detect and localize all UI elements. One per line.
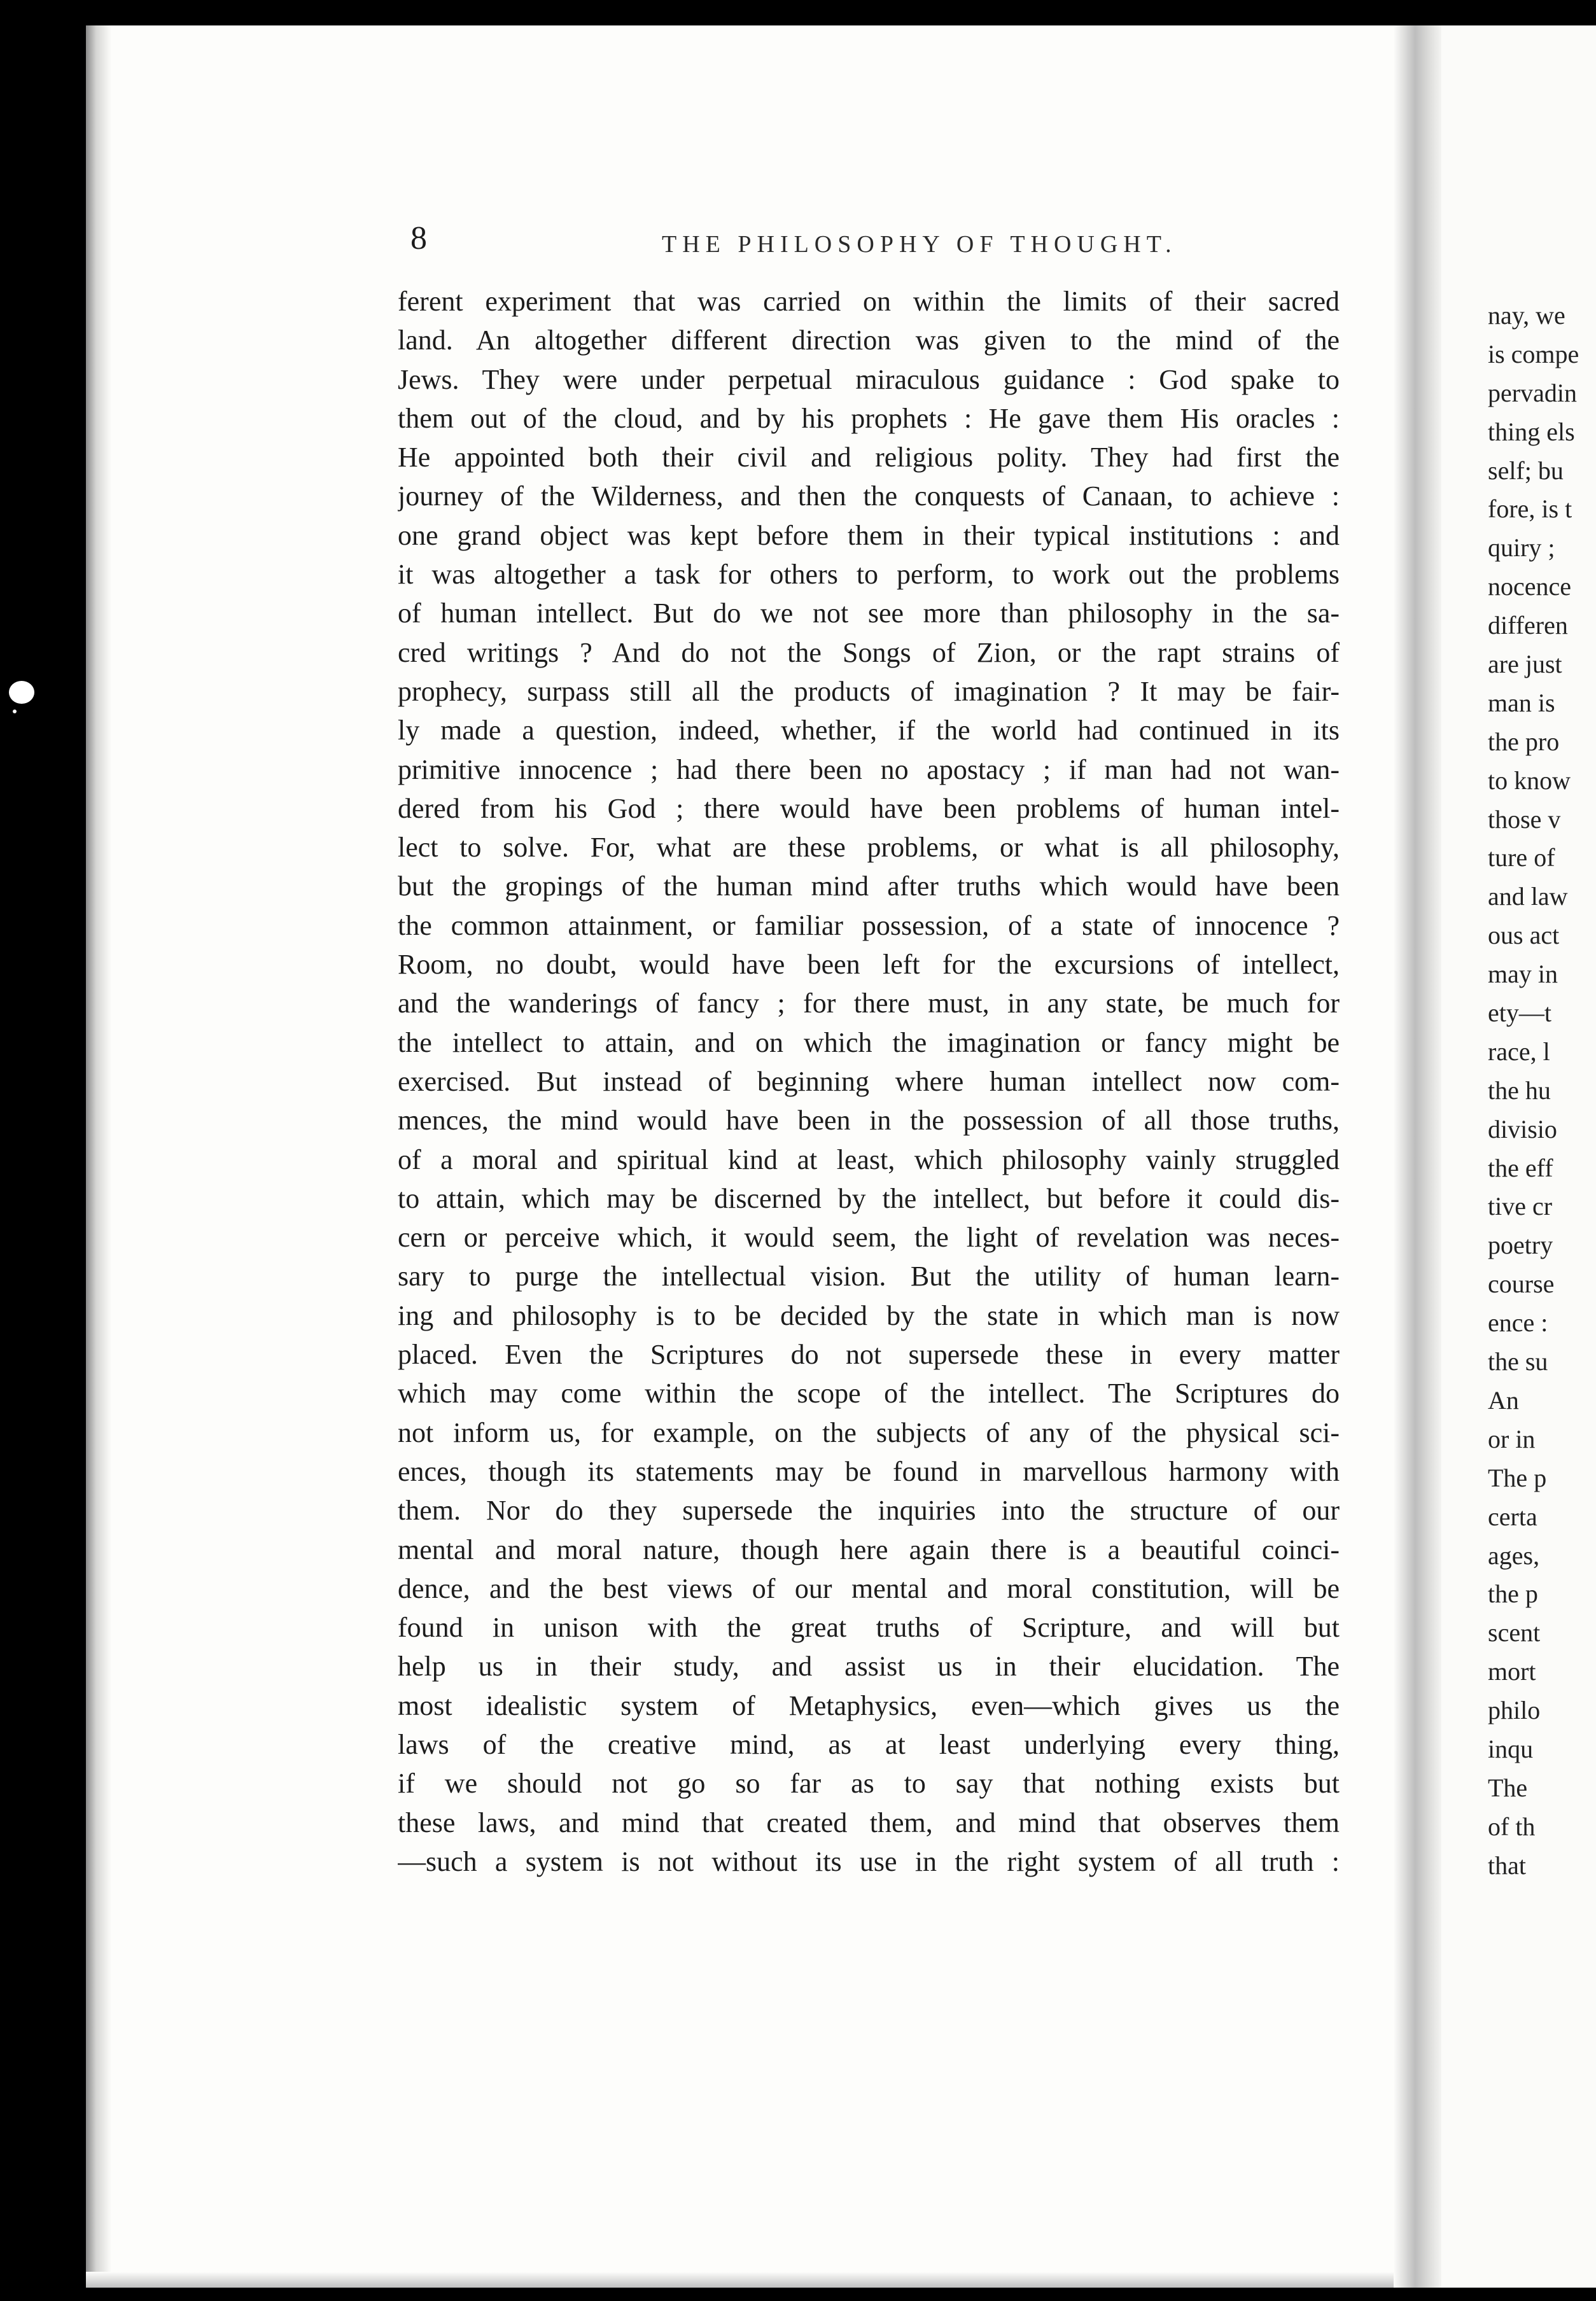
fragment-line: thing els — [1488, 417, 1575, 446]
fragment-line: are just — [1488, 650, 1562, 679]
body-text — [398, 282, 1340, 1881]
text-line: found in unison with the great truths of Scripture, and will but — [398, 1612, 1340, 1644]
fragment-line: and law — [1488, 882, 1568, 911]
page-edge-shadow — [86, 25, 111, 2288]
fragment-line: differen — [1488, 611, 1568, 640]
fragment-line: man is — [1488, 688, 1555, 717]
fragment-line: that — [1488, 1850, 1526, 1880]
fragment-line: inqu — [1488, 1734, 1534, 1763]
text-line: exercised. But instead of beginning where human intellect now com- — [398, 1065, 1340, 1097]
book-gutter — [1394, 25, 1441, 2288]
fragment-line: The — [1488, 1773, 1528, 1802]
text-line: Room, no doubt, would have been left for the excursions of intellect, — [398, 949, 1340, 981]
text-line: which may come within the scope of the intellect. The Scriptures do — [398, 1378, 1340, 1409]
text-line: Jews. They were under perpetual miraculous guidance : God spake to — [398, 363, 1340, 395]
fragment-line: race, l — [1488, 1037, 1550, 1066]
text-line: them out of the cloud, and by his prophets : He gave them His oracles : — [398, 402, 1340, 434]
text-line: prophecy, surpass still all the products of imagination ? It may be fair- — [398, 675, 1340, 707]
fragment-line: divisio — [1488, 1114, 1557, 1144]
fragment-line: or in — [1488, 1424, 1536, 1453]
text-line: mental and moral nature, though here again there is a beautiful coinci- — [398, 1534, 1340, 1565]
text-line: journey of the Wilderness, and then the conquests of Canaan, to achieve : — [398, 480, 1340, 512]
fragment-line: mort — [1488, 1657, 1536, 1686]
fragment-line: certa — [1488, 1502, 1537, 1531]
fragment-line: the p — [1488, 1579, 1538, 1609]
fragment-line: quiry ; — [1488, 533, 1555, 563]
fragment-line: The p — [1488, 1463, 1547, 1492]
fragment-line: of th — [1488, 1812, 1536, 1841]
text-line: the intellect to attain, and on which the imagination or fancy might be — [398, 1026, 1340, 1058]
fragment-line: nay, we — [1488, 301, 1565, 330]
fragment-line: ence : — [1488, 1308, 1548, 1338]
fragment-line: the eff — [1488, 1153, 1553, 1182]
text-line: them. Nor do they supersede the inquiries into the structure of our — [398, 1495, 1340, 1527]
text-line: ences, though its statements may be found in marvellous harmony with — [398, 1455, 1340, 1487]
text-line: one grand object was kept before them in their typical institutions : and — [398, 519, 1340, 551]
fragment-line: the su — [1488, 1347, 1548, 1376]
fragment-line: those v — [1488, 804, 1561, 834]
fragment-line: ture of — [1488, 843, 1555, 872]
fragment-line: pervadin — [1488, 378, 1577, 407]
text-line: most idealistic system of Metaphysics, even—which gives us the — [398, 1689, 1340, 1721]
text-line: to attain, which may be discerned by the intellect, but before it could dis- — [398, 1182, 1340, 1214]
text-line: sary to purge the intellectual vision. But the utility of human learn- — [398, 1261, 1340, 1292]
facing-page-text-fragments — [1488, 297, 1596, 1885]
fragment-line: the pro — [1488, 727, 1560, 756]
page-number: 8 — [410, 220, 427, 256]
text-line: ing and philosophy is to be decided by the state in which man is now — [398, 1299, 1340, 1331]
text-line: help us in their study, and assist us in their elucidation. The — [398, 1651, 1340, 1682]
text-line: ferent experiment that was carried on within the limits of their sacred — [398, 286, 1340, 317]
fragment-line: is compe — [1488, 339, 1579, 368]
text-line: land. An altogether different direction was given to the mind of the — [398, 325, 1340, 356]
fragment-line: scent — [1488, 1618, 1541, 1647]
text-line: dered from his God ; there would have been problems of human intel- — [398, 792, 1340, 824]
running-head: THE PHILOSOPHY OF THOUGHT. — [662, 231, 1177, 258]
text-line: it was altogether a task for others to perform, to work out the problems — [398, 559, 1340, 591]
fragment-line: ages, — [1488, 1541, 1540, 1570]
fragment-line: ety—t — [1488, 998, 1551, 1028]
text-line: ly made a question, indeed, whether, if the world had continued in its — [398, 715, 1340, 746]
text-line: placed. Even the Scriptures do not supersede these in every matter — [398, 1339, 1340, 1371]
fragment-line: may in — [1488, 960, 1558, 989]
text-line: He appointed both their civil and religious polity. They had first the — [398, 442, 1340, 473]
text-line: dence, and the best views of our mental and moral constitution, will be — [398, 1572, 1340, 1604]
fragment-line: course — [1488, 1269, 1555, 1299]
text-line: of a moral and spiritual kind at least, which philosophy vainly struggled — [398, 1144, 1340, 1175]
fragment-line: philo — [1488, 1696, 1541, 1725]
text-line: if we should not go so far as to say that nothing exists but — [398, 1768, 1340, 1800]
text-line: mences, the mind would have been in the possession of all those truths, — [398, 1105, 1340, 1137]
fragment-line: tive cr — [1488, 1192, 1553, 1221]
fragment-line: An — [1488, 1385, 1519, 1415]
text-line: lect to solve. For, what are these problems, or what is all philosophy, — [398, 832, 1340, 864]
fragment-line: poetry — [1488, 1231, 1553, 1260]
scan-speck — [13, 710, 17, 713]
fragment-line: nocence — [1488, 572, 1572, 601]
text-line: laws of the creative mind, as at least underlying every thing, — [398, 1728, 1340, 1760]
text-line: and the wanderings of fancy ; for there must, in any state, be much for — [398, 988, 1340, 1019]
text-line: not inform us, for example, on the subjects of any of the physical sci- — [398, 1416, 1340, 1448]
text-line: but the gropings of the human mind after truths which would have been — [398, 871, 1340, 902]
text-line: cern or perceive which, it would seem, the light of revelation was neces- — [398, 1222, 1340, 1254]
text-line: of human intellect. But do we not see more than philosophy in the sa- — [398, 598, 1340, 629]
fragment-line: the hu — [1488, 1075, 1551, 1105]
fragment-line: to know — [1488, 766, 1571, 795]
text-line: the common attainment, or familiar possession, of a state of innocence ? — [398, 909, 1340, 941]
text-line: cred writings ? And do not the Songs of Zion, or the rapt strains of — [398, 636, 1340, 668]
fragment-line: self; bu — [1488, 456, 1564, 485]
scan-speck — [9, 681, 34, 704]
text-line: these laws, and mind that created them, and mind that observes them — [398, 1807, 1340, 1838]
text-line: primitive innocence ; had there been no apostacy ; if man had not wan- — [398, 753, 1340, 785]
page-bottom-shadow — [86, 2272, 1416, 2288]
text-line: —such a system is not without its use in the right system of all truth : — [398, 1845, 1340, 1877]
fragment-line: fore, is t — [1488, 494, 1572, 524]
fragment-line: ous act — [1488, 921, 1560, 950]
